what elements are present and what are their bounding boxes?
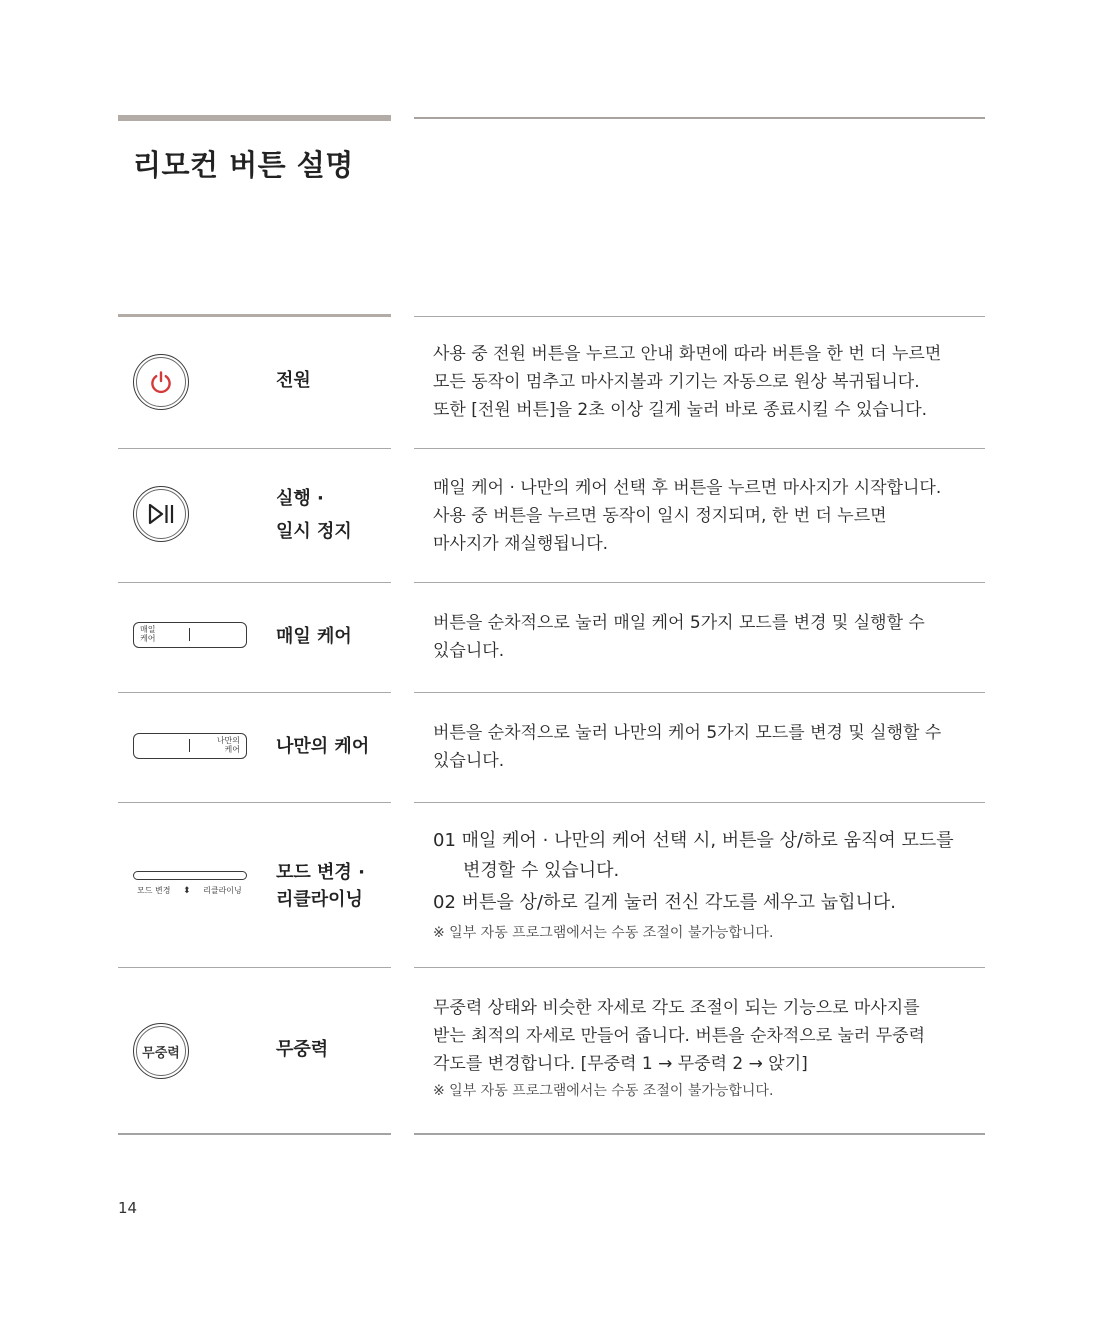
header-rule-left [118,115,391,121]
description-line: 무중력 상태와 비슷한 자세로 각도 조절이 되는 기능으로 마사지를 [433,998,920,1018]
button-name-power: 전원 [276,370,311,391]
description-play-pause [433,474,978,558]
mode-slider-labels [137,885,242,896]
table-top-rule-left [118,314,391,317]
play-pause-icon [147,502,175,526]
row-divider-left [118,448,391,449]
my-care-button-text: 나만의 케어 [216,736,240,754]
description-zero-gravity [433,994,978,1104]
description-line: 각도를 변경합니다. [무중력 1 → 무중력 2 → 앉기] [433,1054,808,1074]
row-divider-left [118,582,391,583]
row-divider-left [118,692,391,693]
description-line: 받는 최적의 자세로 만들어 줍니다. 버튼을 순차적으로 눌러 무중력 [433,1026,926,1046]
description-power [433,340,978,424]
row-divider-left [118,967,391,968]
daily-care-button-illustration [133,622,247,648]
zero-gravity-button-illustration [133,1023,189,1079]
play-pause-button-illustration [133,486,189,542]
button-name-mode: 모드 변경 · [276,862,365,883]
description-note: ※ 일부 자동 프로그램에서는 수동 조절이 불가능합니다. [433,1083,774,1099]
button-divider-mark [189,739,190,752]
table-bottom-rule-left [118,1133,391,1135]
daily-care-button-text: 매일 케어 [140,625,156,643]
slider-label-mode: 모드 변경 [137,886,171,895]
button-name-play: 실행 · [276,488,324,509]
description-line: 있습니다. [433,641,505,661]
row-divider-right [414,802,985,803]
header-rule-right [414,117,985,119]
description-line: 02 버튼을 상/하로 길게 눌러 전신 각도를 세우고 눕힙니다. [433,892,896,913]
description-line: 01 매일 케어 · 나만의 케어 선택 시, 버튼을 상/하로 움직여 모드를 [433,830,954,851]
description-line: 버튼을 순차적으로 눌러 매일 케어 5가지 모드를 변경 및 실행할 수 [433,613,925,633]
power-icon [148,369,174,395]
description-line: 매일 케어 · 나만의 케어 선택 후 버튼을 누르면 마사지가 시작합니다. [433,478,942,498]
power-button-illustration [133,354,189,410]
slider-label-reclining: 리클라이닝 [203,886,242,895]
mode-slider-illustration [133,871,247,880]
description-mode-reclining [433,826,978,946]
page-title: 리모컨 버튼 설명 [133,148,354,182]
button-divider-mark [189,628,190,641]
table-bottom-rule-right [414,1133,985,1135]
button-name-zero-gravity: 무중력 [276,1039,329,1060]
table-top-rule-right [414,316,985,317]
page-number: 14 [118,1199,138,1217]
row-divider-left [118,802,391,803]
description-note: ※ 일부 자동 프로그램에서는 수동 조절이 불가능합니다. [433,925,774,941]
row-divider-right [414,967,985,968]
button-name-pause: 일시 정지 [276,521,352,542]
zero-gravity-icon: 무중력 [142,1045,180,1061]
description-line: 모든 동작이 멈추고 마사지볼과 기기는 자동으로 원상 복귀됩니다. [433,372,920,392]
button-name-daily-care: 매일 케어 [276,626,352,647]
description-line: 변경할 수 있습니다. [463,860,620,881]
row-divider-right [414,582,985,583]
description-line: 사용 중 전원 버튼을 누르고 안내 화면에 따라 버튼을 한 번 더 누르면 [433,344,942,364]
description-my-care [433,719,978,775]
row-divider-right [414,448,985,449]
description-line: 사용 중 버튼을 누르면 동작이 일시 정지되며, 한 번 더 누르면 [433,506,887,526]
button-name-reclining: 리클라이닝 [276,889,363,910]
button-name-my-care: 나만의 케어 [276,736,370,757]
up-down-arrow-icon: ⬍ [183,886,191,896]
description-line: 또한 [전원 버튼]을 2초 이상 길게 눌러 바로 종료시킬 수 있습니다. [433,400,928,420]
description-daily-care [433,609,978,665]
description-line: 마사지가 재실행됩니다. [433,534,609,554]
description-line: 있습니다. [433,751,505,771]
row-divider-right [414,692,985,693]
description-line: 버튼을 순차적으로 눌러 나만의 케어 5가지 모드를 변경 및 실행할 수 [433,723,942,743]
my-care-button-illustration [133,733,247,759]
